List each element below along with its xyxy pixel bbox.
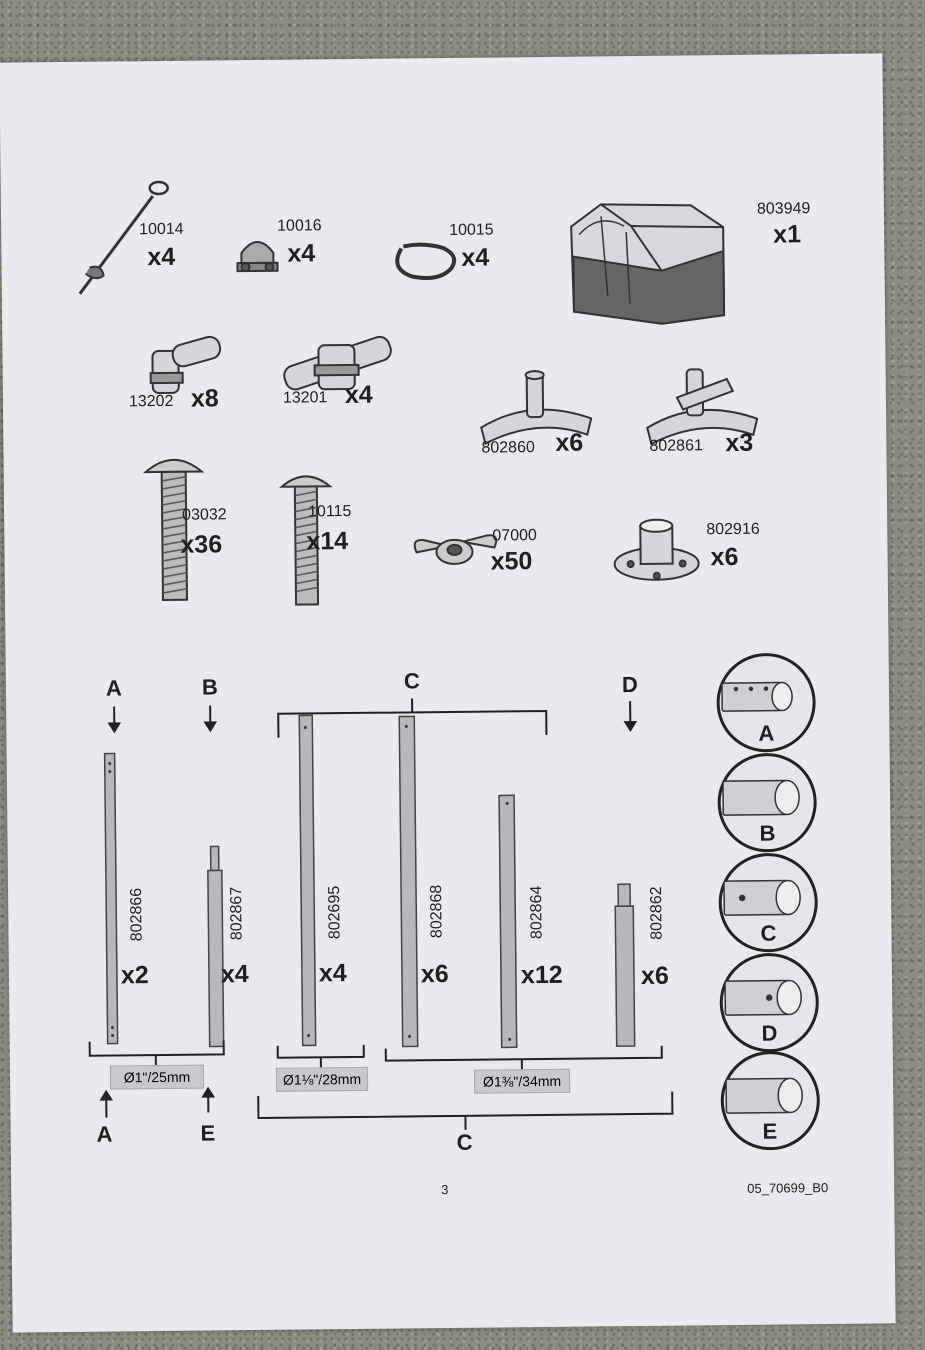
part-code: 07000: [492, 527, 537, 545]
end-type-letter: E: [762, 1118, 778, 1144]
end-type-letter: D: [761, 1020, 778, 1046]
part-code: 802860: [481, 439, 535, 457]
diameter-label: Ø1⅜"/34mm: [474, 1069, 570, 1094]
pipe-code: 802695: [326, 885, 344, 940]
part-code: 802916: [706, 520, 760, 539]
pipe-qty: x4: [220, 960, 249, 989]
part-qty: x6: [555, 428, 584, 457]
diameter-label: Ø1"/25mm: [110, 1065, 204, 1090]
part-code: 10115: [308, 502, 352, 521]
part-qty: x50: [490, 547, 533, 576]
end-type-letter: A: [758, 720, 775, 746]
part-qty: x4: [344, 380, 373, 410]
part-qty: x36: [180, 530, 223, 559]
top-letter-d: D: [621, 672, 638, 698]
base-plate-icon: [614, 519, 699, 580]
bottom-arrows: [101, 1088, 213, 1117]
clamp-large-icon: [281, 334, 394, 392]
pipe-code: 802862: [648, 886, 666, 940]
top-arrows: [109, 701, 635, 736]
document-code: 05_70699_B0: [747, 1180, 829, 1196]
part-code: 13201: [282, 389, 328, 407]
part-qty: x1: [773, 220, 802, 249]
bottom-letter-e: E: [200, 1120, 216, 1146]
top-letter-a: A: [105, 675, 122, 701]
part-qty: x4: [147, 242, 176, 272]
pipe-802695: [299, 715, 315, 1045]
part-qty: x8: [190, 384, 219, 413]
wire-clamp-icon: [237, 242, 277, 271]
part-code: 10015: [449, 221, 494, 239]
part-code: 13202: [128, 392, 174, 411]
pipe-qty: x6: [640, 961, 669, 990]
pipe-802864: [499, 795, 517, 1047]
pipe-qty: x6: [420, 960, 449, 989]
pipe-qty: x2: [120, 961, 149, 990]
wing-nut-icon: [415, 535, 497, 564]
pipe-qty: x4: [318, 959, 347, 988]
end-type-letter: C: [760, 920, 777, 946]
part-qty: x4: [461, 243, 490, 272]
part-code: 10016: [277, 217, 322, 235]
part-code: 03032: [182, 506, 227, 524]
part-qty: x3: [725, 428, 754, 458]
part-qty: x14: [306, 527, 349, 556]
pipe-code: 802864: [528, 885, 546, 940]
part-code: 802861: [649, 437, 703, 455]
part-qty: x4: [287, 239, 316, 268]
pipe-qty: x12: [520, 960, 563, 990]
bottom-letter-a: A: [96, 1121, 113, 1147]
part-qty: x6: [710, 542, 739, 572]
bracket-34mm: [386, 1046, 662, 1061]
pipe-code: 802866: [128, 887, 146, 942]
top-letter-b: B: [201, 674, 218, 700]
shelter-cover-icon: [571, 203, 724, 325]
parts-drawing: [0, 53, 896, 1332]
pipe-code: 802868: [428, 884, 446, 939]
part-code: 10014: [139, 220, 184, 239]
cable-icon: [397, 244, 454, 278]
instruction-page: [0, 53, 896, 1332]
diameter-label: Ø1⅛"/28mm: [276, 1067, 368, 1092]
end-type-letter: B: [759, 820, 776, 846]
top-letter-c: C: [403, 668, 420, 694]
bracket-c-bottom: [258, 1092, 672, 1118]
pipe-802862: [615, 884, 635, 1046]
pipe-802868: [399, 716, 417, 1046]
page-number: 3: [441, 1182, 449, 1198]
pipe-802867: [208, 846, 224, 1046]
pipe-code: 802867: [228, 886, 246, 941]
part-code: 803949: [756, 200, 811, 218]
bracket-28mm: [278, 1045, 364, 1058]
bottom-letter-c: C: [456, 1129, 473, 1155]
pipe-802866: [105, 753, 118, 1043]
